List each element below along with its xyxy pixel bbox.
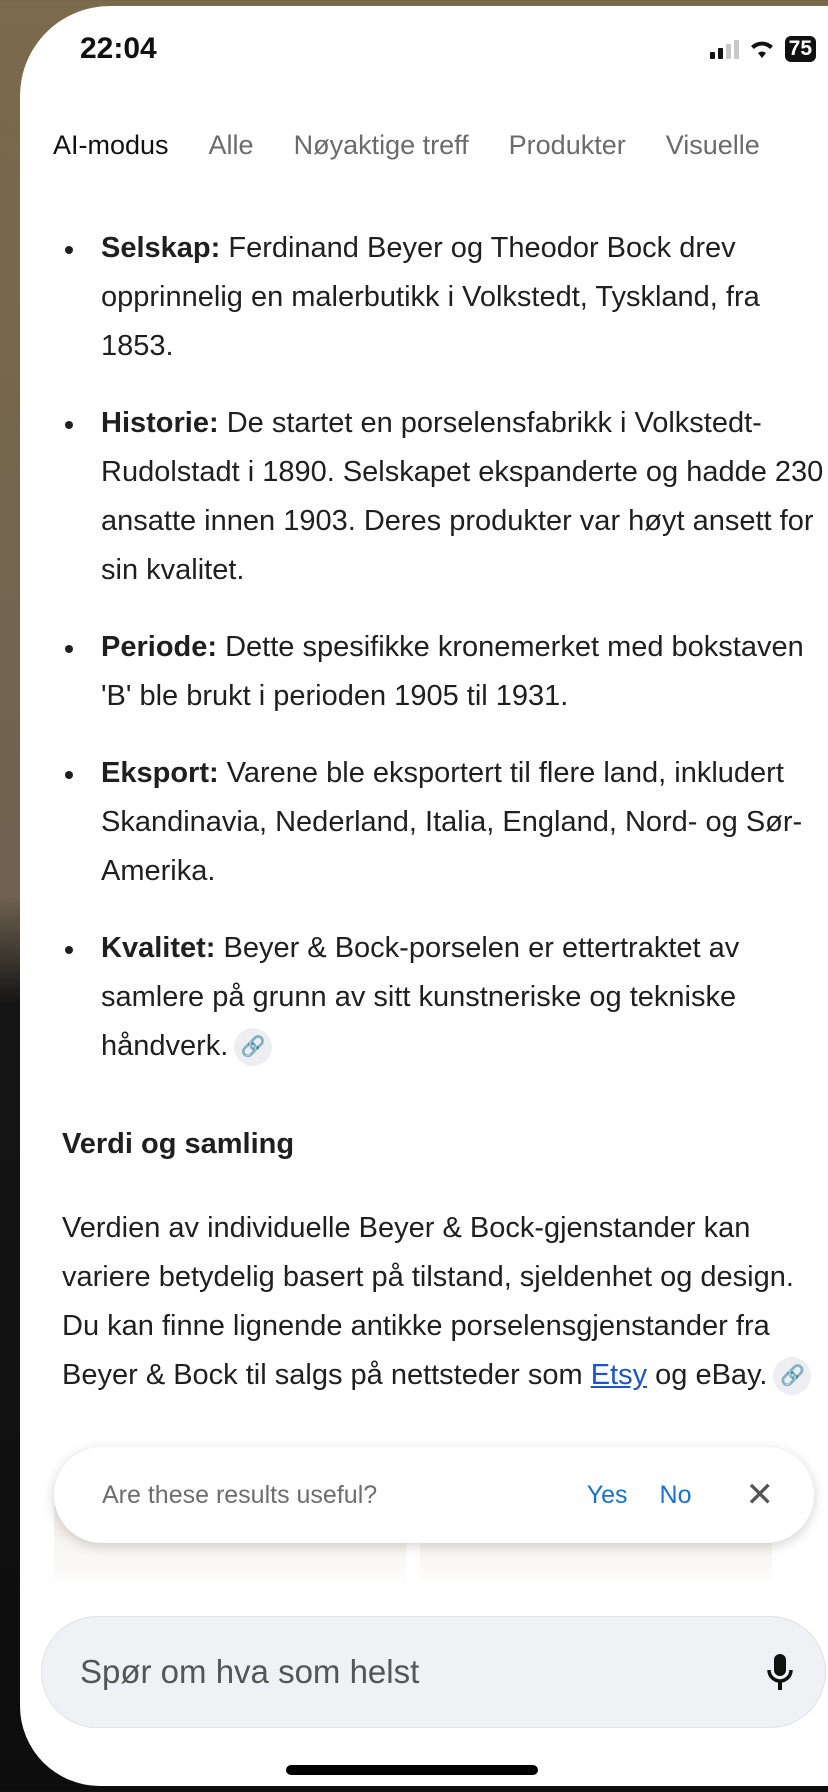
list-item [65,924,825,1071]
item-label: Periode: [101,631,218,663]
tab-noyaktige-treff[interactable]: Nøyaktige treff [293,130,469,160]
feedback-yes-button[interactable]: Yes [586,1480,628,1509]
list-item [65,224,825,371]
list-item [65,399,825,595]
search-tabs [53,130,800,161]
signal-icon [710,39,739,59]
list-item [65,623,825,721]
battery-level: 75 [788,37,812,60]
battery-indicator [785,36,816,62]
status-icons [710,36,816,62]
feedback-card [54,1447,814,1543]
section-paragraph [62,1204,822,1400]
feedback-no-button[interactable]: No [659,1480,692,1509]
link-icon[interactable]: 🔗 [773,1357,811,1395]
para-text: Verdien av individuelle Beyer & Bock-gjenstander kan variere betydelig basert på tilstand, sjeldenhet og design. Du kan finne lignende antikke porselensgjenstander fra Beyer & Bock til salgs på nettsteder som [62,1212,794,1391]
wifi-icon [749,39,775,59]
item-text: Beyer & Bock-porselen er ettertraktet av samlere på grunn av sitt kunstneriske og tekniske håndverk. [101,932,740,1062]
list-item [65,749,825,896]
microphone-icon[interactable] [765,1652,795,1692]
item-label: Kvalitet: [101,932,216,964]
close-icon[interactable]: ✕ [745,1476,774,1514]
home-indicator[interactable] [286,1765,538,1775]
para-text-end: og eBay. [647,1359,768,1391]
phone-screen [20,6,828,1786]
section-heading: Verdi og samling [62,1128,295,1160]
feedback-question: Are these results useful? [102,1480,378,1509]
item-text: De startet en porselensfabrikk i Volkstedt-Rudolstadt i 1890. Selskapet ekspanderte og hadde 230 ansatte innen 1903. Deres produkter var høyt ansett for sin kvalitet. [101,407,824,586]
item-text: Dette spesifikke kronemerket med bokstaven 'B' ble brukt i perioden 1905 til 1931. [101,631,804,712]
facts-list [65,224,825,1099]
tab-visuelle[interactable]: Visuelle [665,130,760,160]
item-text: Ferdinand Beyer og Theodor Bock drev opprinnelig en malerbutikk i Volkstedt, Tyskland, fra 1853. [101,232,760,362]
tab-produkter[interactable]: Produkter [508,130,626,160]
link-icon[interactable]: 🔗 [234,1028,272,1066]
item-text: Varene ble eksportert til flere land, inkludert Skandinavia, Nederland, Italia, England, Nord- og Sør-Amerika. [101,757,803,887]
tab-ai-modus[interactable]: AI-modus [53,130,169,160]
search-placeholder: Spør om hva som helst [80,1653,420,1690]
status-time: 22:04 [80,32,157,65]
item-label: Eksport: [101,757,219,789]
tab-alle[interactable]: Alle [208,130,254,160]
item-label: Selskap: [101,232,221,264]
search-input[interactable] [41,1616,826,1728]
etsy-link[interactable]: Etsy [590,1359,648,1391]
item-label: Historie: [101,407,219,439]
